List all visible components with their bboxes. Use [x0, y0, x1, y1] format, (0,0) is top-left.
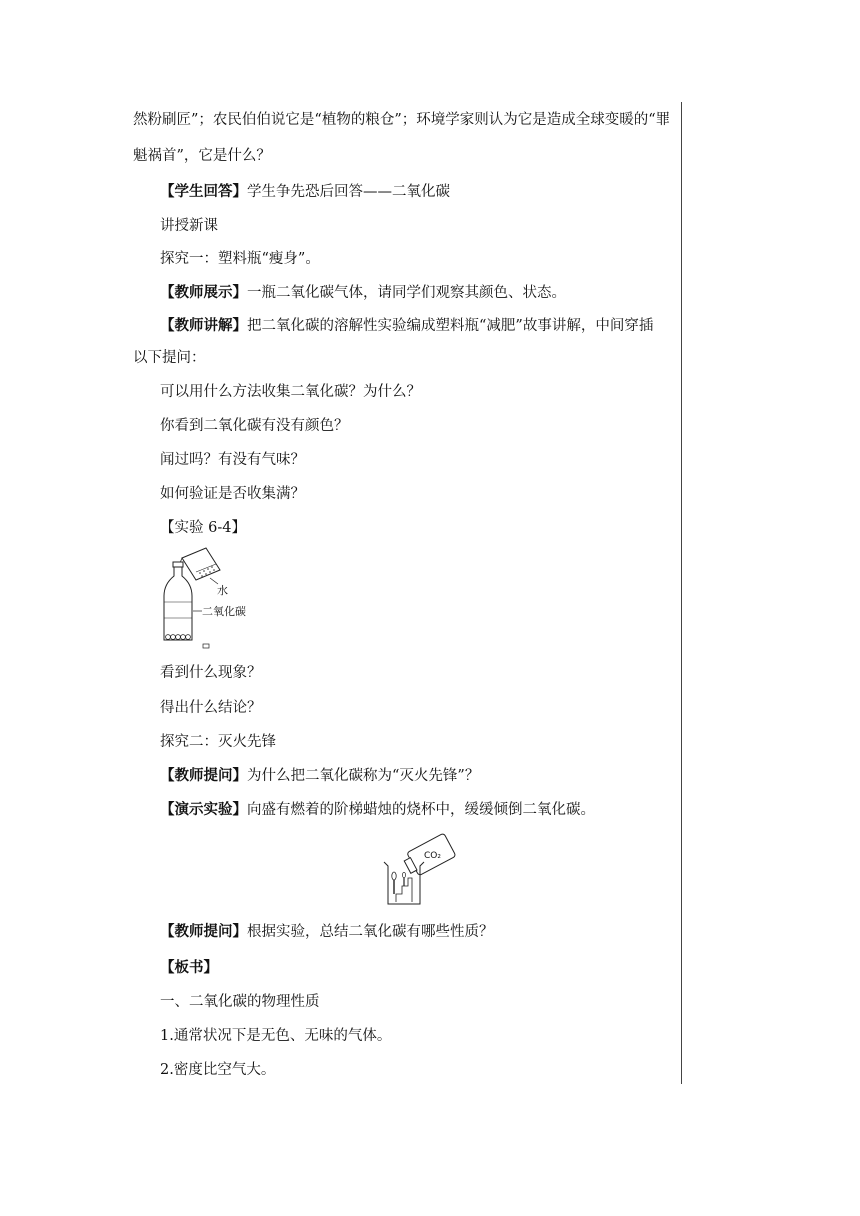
- teacher-explain-text: 把二氧化碳的溶解性实验编成塑料瓶“减肥”故事讲解，中间穿插: [247, 318, 654, 334]
- demo-experiment-text: 向盛有燃着的阶梯蜡烛的烧杯中，缓缓倾倒二氧化碳。: [247, 802, 595, 818]
- teacher-show-tag: 【教师展示】: [160, 285, 247, 301]
- board-heading: [160, 958, 218, 978]
- teacher-show: [160, 283, 566, 303]
- demo-experiment-tag: 【演示实验】: [160, 802, 247, 818]
- teacher-ask-2-tag: 【教师提问】: [160, 924, 247, 940]
- question-4: 如何验证是否收集满？: [160, 486, 305, 502]
- label-co2: 二氧化碳: [202, 605, 246, 618]
- teacher-explain-tag: 【教师讲解】: [160, 318, 247, 334]
- property-1: 1.通常状况下是无色、无味的气体。: [160, 1028, 392, 1044]
- co2-label: CO₂: [424, 851, 441, 861]
- teacher-ask-2: [160, 922, 494, 942]
- teacher-explain: [160, 316, 653, 336]
- student-answer-tag: 【学生回答】: [160, 184, 247, 200]
- student-answer-text: 学生争先恐后回答——二氧化碳: [247, 184, 450, 200]
- new-lesson-heading: 讲授新课: [160, 218, 218, 234]
- teacher-ask-1-tag: 【教师提问】: [160, 768, 247, 784]
- candle-flame-icon: [392, 872, 396, 880]
- question-1: 可以用什么方法收集二氧化碳？为什么？: [160, 384, 421, 400]
- bottle-experiment-figure: [160, 544, 260, 652]
- question-3: 闻过吗？有没有气味？: [160, 452, 305, 468]
- property-2: 2.密度比空气大。: [160, 1062, 276, 1078]
- table-border-right: [681, 102, 682, 1084]
- candle-beaker-figure: [380, 832, 464, 908]
- question-conclusion: 得出什么结论？: [160, 700, 262, 716]
- board-tag: 【板书】: [160, 960, 218, 976]
- teacher-show-text: 一瓶二氧化碳气体，请同学们观察其颜色、状态。: [247, 285, 566, 301]
- teacher-explain-cont: 以下提问：: [133, 350, 206, 366]
- experiment-title: 【实验 6-4】: [160, 520, 246, 536]
- teacher-ask-2-text: 根据实验，总结二氧化碳有哪些性质？: [247, 924, 494, 940]
- intro-line-1: 然粉刷匠”；农民伯伯说它是“植物的粮仓”；环境学家则认为它是造成全球变暖的“罪: [133, 112, 671, 128]
- explore-2-heading: 探究二：灭火先锋: [160, 734, 276, 750]
- question-2: 你看到二氧化碳有没有颜色？: [160, 418, 349, 434]
- demo-experiment: [160, 800, 595, 820]
- teacher-ask-1: [160, 766, 479, 786]
- question-phenomenon: 看到什么现象？: [160, 665, 262, 681]
- student-answer: [160, 182, 450, 202]
- label-water: 水: [217, 584, 228, 597]
- plastic-bottle-icon: [164, 566, 192, 640]
- pouring-beaker-icon: [182, 548, 220, 580]
- explore-1-heading: 探究一：塑料瓶“瘦身”。: [160, 251, 320, 267]
- intro-line-2: 魁祸首”，它是什么？: [133, 148, 271, 164]
- section-physical-properties: 一、二氧化碳的物理性质: [160, 994, 320, 1010]
- teacher-ask-1-text: 为什么把二氧化碳称为“灭火先锋”？: [247, 768, 480, 784]
